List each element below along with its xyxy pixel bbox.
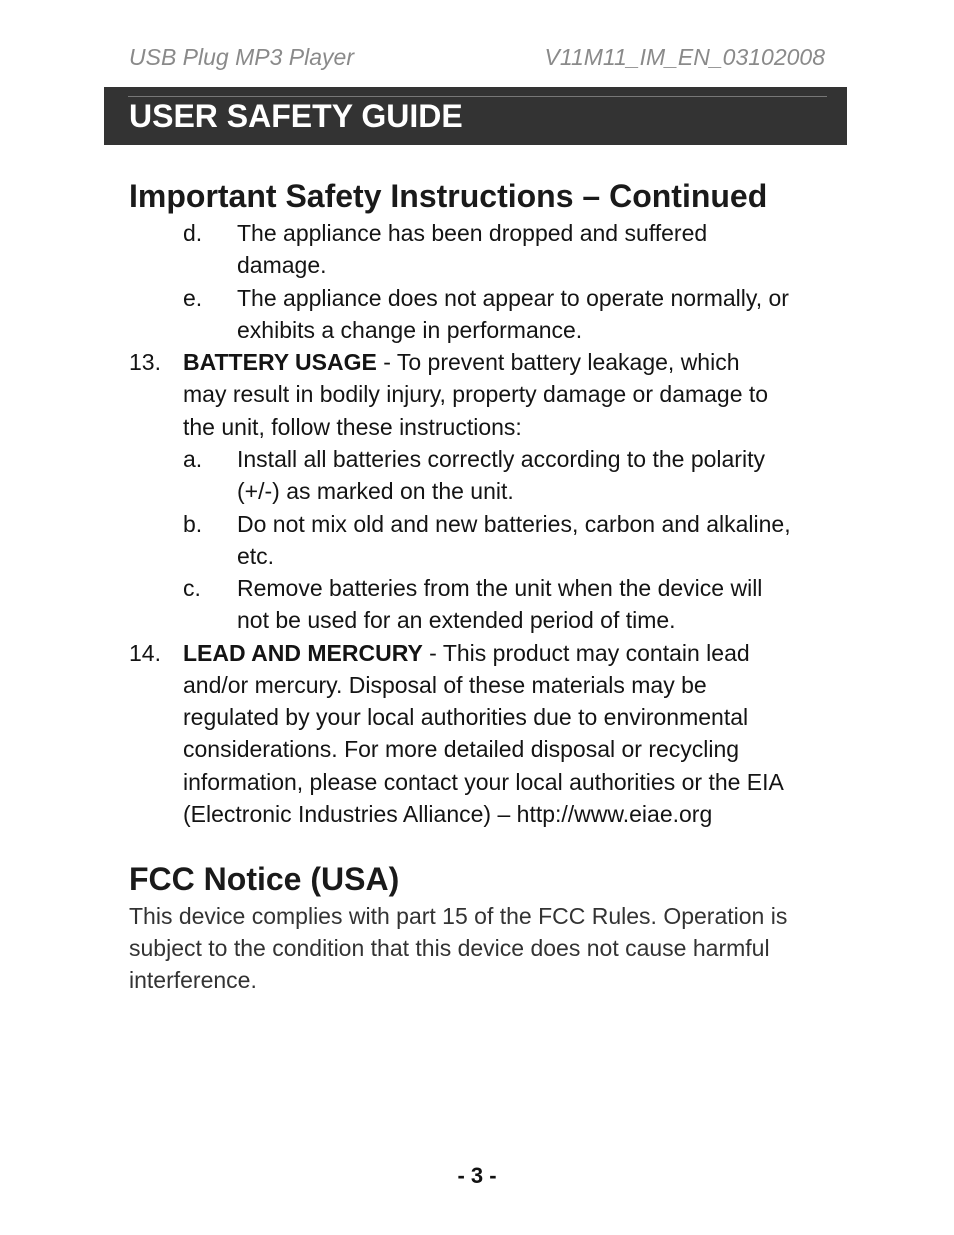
- item-14-line1-text: - This product may contain lead: [422, 640, 750, 666]
- item-14-line6: (Electronic Industries Alliance) – http://www.eiae.org: [183, 801, 713, 827]
- item-14-title: LEAD AND MERCURY: [183, 640, 423, 666]
- item-14-line1: [183, 638, 750, 668]
- item-d-line2: damage.: [237, 252, 327, 278]
- fcc-notice-heading: FCC Notice (USA): [129, 861, 400, 897]
- item-14-line3: regulated by your local authorities due to environmental: [183, 704, 749, 730]
- item-13a-line2: (+/-) as marked on the unit.: [237, 478, 514, 504]
- item-13-line1-text: - To prevent battery leakage, which: [376, 349, 740, 375]
- header-document-code: V11M11_IM_EN_03102008: [544, 44, 825, 70]
- item-13-line2: may result in bodily injury, property damage or damage to: [183, 381, 769, 407]
- item-13-number: 13.: [129, 349, 161, 375]
- fcc-notice-line1: This device complies with part 15 of the FCC Rules. Operation is: [129, 903, 788, 929]
- item-13-line3: the unit, follow these instructions:: [183, 414, 522, 440]
- banner-title: USER SAFETY GUIDE: [129, 98, 463, 134]
- item-13a-line1: Install all batteries correctly according to the polarity: [237, 446, 765, 472]
- item-d-letter: d.: [183, 220, 203, 246]
- item-13c-letter: c.: [183, 575, 201, 601]
- item-14-line4: considerations. For more detailed disposal or recycling: [183, 736, 740, 762]
- safety-instructions-heading: Important Safety Instructions – Continued: [129, 178, 768, 214]
- fcc-notice-line3: interference.: [129, 967, 257, 993]
- item-d-line1: The appliance has been dropped and suffered: [237, 220, 708, 246]
- section-banner: [104, 87, 847, 145]
- item-13b-line1: Do not mix old and new batteries, carbon and alkaline,: [237, 511, 791, 537]
- item-13c-line1: Remove batteries from the unit when the device will: [237, 575, 763, 601]
- item-13a-letter: a.: [183, 446, 203, 472]
- header-product-name: USB Plug MP3 Player: [129, 44, 354, 70]
- item-13c-line2: not be used for an extended period of time.: [237, 607, 676, 633]
- page-number: - 3 -: [457, 1163, 497, 1188]
- item-13b-letter: b.: [183, 511, 203, 537]
- fcc-notice-line2: subject to the condition that this device does not cause harmful: [129, 935, 770, 961]
- item-14-line2: and/or mercury. Disposal of these materials may be: [183, 672, 707, 698]
- item-e-line2: exhibits a change in performance.: [237, 317, 583, 343]
- item-14-number: 14.: [129, 640, 161, 666]
- item-e-letter: e.: [183, 285, 203, 311]
- item-14-line5: information, please contact your local authorities or the EIA: [183, 769, 784, 795]
- item-13-line1: [183, 347, 740, 377]
- item-13-title: BATTERY USAGE: [183, 349, 377, 375]
- item-e-line1: The appliance does not appear to operate normally, or: [237, 285, 789, 311]
- item-13b-line2: etc.: [237, 543, 275, 569]
